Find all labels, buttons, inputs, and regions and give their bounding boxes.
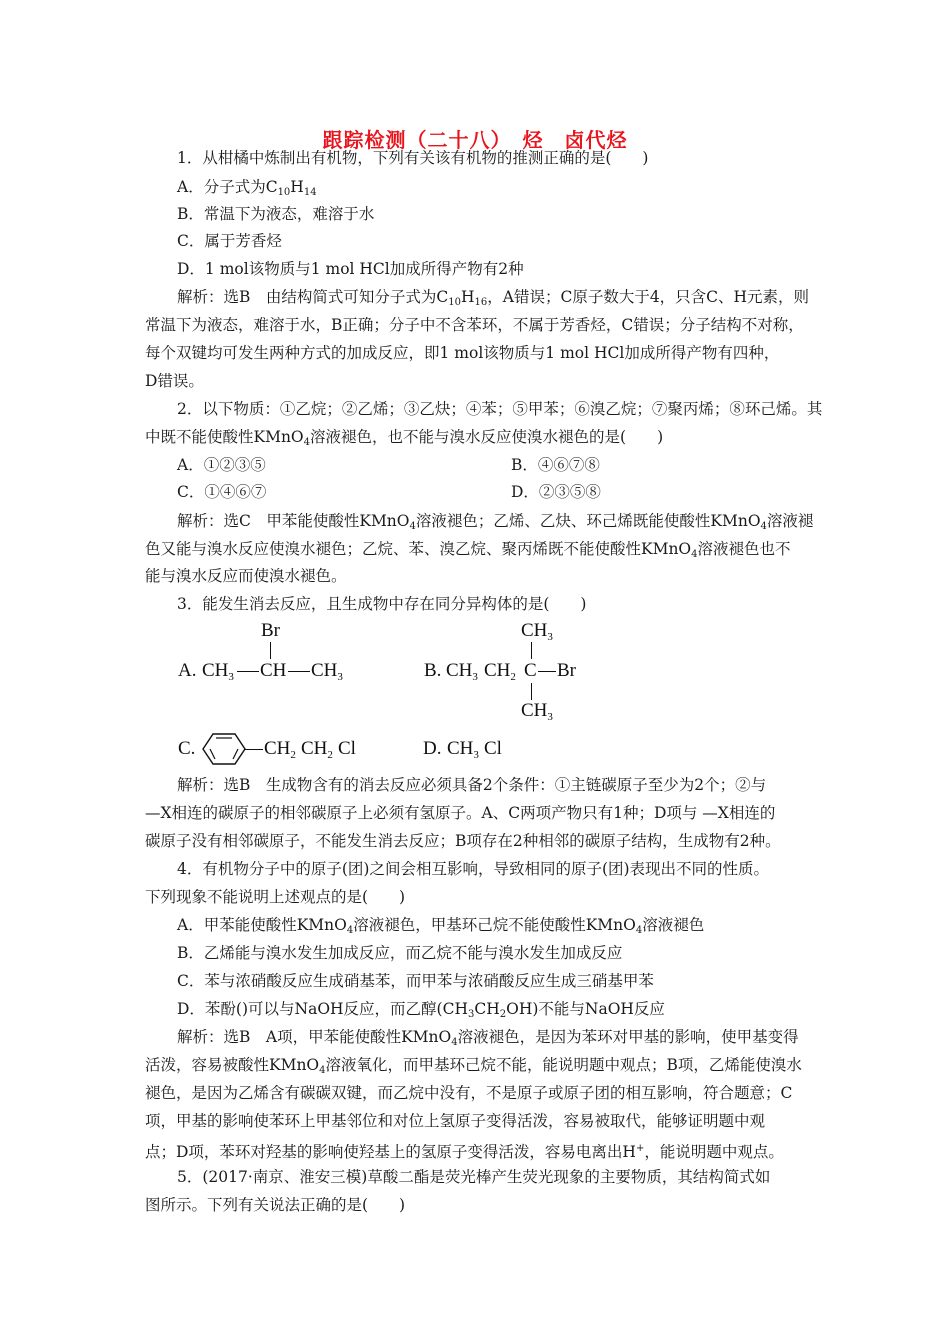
q3-b-br: Br [557, 660, 576, 681]
q3-b-ch3-bottom: $CH_3$ [521, 700, 553, 723]
q3-d-label: D. [423, 738, 442, 759]
benzene-ring-icon [202, 732, 246, 766]
q1-option-a: A．分子式为$C_{10}H_{14}$ [177, 178, 317, 198]
q3-b-ch3-top: $CH_3$ [521, 620, 553, 643]
q3-a-ch: CH [260, 660, 287, 681]
q5-stem-line1: 5．(2017·南京、淮安三模)草酸二酯是荧光棒产生荧光现象的主要物质，其结构简式如 [177, 1168, 771, 1186]
q3-explanation-line1: 解析：选B 生成物含有的消去反应必须具备2个条件：①主链碳原子至少为2个；②与 [177, 776, 767, 794]
q3-d-ch3: $CH_3$ [447, 738, 479, 761]
q1-explanation-line2: 常温下为液态，难溶于水，B正确；分子中不含苯环，不属于芳香烃，C错误；分子结构不对称， [145, 316, 804, 334]
q3-b-label: B. [424, 660, 442, 681]
q4-explanation-line5: 点；D项，苯环对羟基的影响使羟基上的氢原子变得活泼，容易电离出H+，能说明题中观点。 [145, 1143, 784, 1161]
q4-explanation-line1: 解析：选B A项，甲苯能使酸性KMnO$_4$溶液褪色，是因为苯环对甲基的影响，使甲基变得 [177, 1028, 799, 1048]
q2-explanation-line2: 色又能与溴水反应使溴水褪色；乙烷、苯、溴乙烷、聚丙烯既不能使酸性KMnO$_4$溶液褪色也不 [145, 540, 791, 560]
q3-stem: 3．能发生消去反应，且生成物中存在同分异构体的是( ) [177, 595, 587, 613]
q3-explanation-line2: —X相连的碳原子的相邻碳原子上必须有氢原子。A、C两项产物只有1种；D项与 —X相连的 [145, 804, 776, 822]
q2-option-a: A．①②③⑤ [177, 456, 266, 474]
q3-d-cl: Cl [484, 738, 502, 759]
q3-b-bond-right [538, 671, 556, 672]
q3-c-ch2-first: $CH_2$ [264, 738, 296, 761]
q3-c-label: C. [178, 738, 196, 759]
q1-stem: 1．从柑橘中炼制出有机物，下列有关该有机物的推测正确的是( ) [177, 149, 649, 167]
q3-b-bond-bottom [531, 683, 532, 700]
q4-explanation-line2: 活泼，容易被酸性KMnO$_4$溶液氧化，而甲基环己烷不能，能说明题中观点；B项，乙烯能使溴水 [145, 1056, 802, 1076]
q3-b-c: C [524, 660, 537, 681]
q1-explanation-line3: 每个双键均可发生两种方式的加成反应，即1 mol该物质与1 mol HCl加成所得产物有四种， [145, 344, 780, 362]
q4-option-b: B．乙烯能与溴水发生加成反应，而乙烷不能与溴水发生加成反应 [177, 944, 623, 962]
q3-a-br: Br [261, 620, 280, 641]
q3-b-bond-top [531, 642, 532, 659]
q1-explanation-line4: D错误。 [145, 372, 204, 390]
q3-b-ch3: $CH_3$ [446, 660, 478, 683]
q3-a-bond-right [288, 671, 310, 672]
q1-option-d: D．1 mol该物质与1 mol HCl加成所得产物有2种 [177, 260, 524, 278]
q4-option-c: C．苯与浓硝酸反应生成硝基苯，而甲苯与浓硝酸反应生成三硝基甲苯 [177, 972, 654, 990]
q2-explanation-line3: 能与溴水反应而使溴水褪色。 [145, 567, 347, 585]
q3-c-cl: Cl [338, 738, 356, 759]
q3-c-bond [245, 749, 263, 750]
q2-option-b: B．④⑥⑦⑧ [511, 456, 600, 474]
q4-option-d: D．苯酚()可以与NaOH反应，而乙醇$(CH_3CH_2OH)$不能与NaOH反应 [177, 1000, 665, 1020]
q3-a-bond-left [237, 671, 259, 672]
q3-b-ch2: $CH_2$ [484, 660, 516, 683]
q3-c-ch2-second: $CH_2$ [301, 738, 333, 761]
q2-stem-line1: 2．以下物质：①乙烷；②乙烯；③乙炔；④苯；⑤甲苯；⑥溴乙烷；⑦聚丙烯；⑧环己烯。其 [177, 400, 823, 418]
q3-a-bond-vertical [270, 642, 271, 659]
q3-explanation-line3: 碳原子没有相邻碳原子，不能发生消去反应；B项存在2种相邻的碳原子结构，生成物有2种。 [145, 832, 781, 850]
q3-a-ch3-left: $CH_3$ [202, 660, 234, 683]
q4-stem-line1: 4．有机物分子中的原子(团)之间会相互影响，导致相同的原子(团)表现出不同的性质。 [177, 860, 770, 878]
q2-option-d: D．②③⑤⑧ [511, 483, 601, 501]
q4-option-a: A．甲苯能使酸性KMnO$_4$溶液褪色，甲基环己烷不能使酸性KMnO$_4$溶液褪色 [177, 916, 705, 936]
q2-stem-line2: 中既不能使酸性KMnO$_4$溶液褪色，也不能与溴水反应使溴水褪色的是( ) [145, 428, 664, 448]
q3-a-ch3-right: $CH_3$ [311, 660, 343, 683]
q4-stem-line2: 下列现象不能说明上述观点的是( ) [145, 888, 406, 906]
q1-option-c: C．属于芳香烃 [177, 232, 282, 250]
q3-a-label: A. [178, 660, 197, 681]
q5-stem-line2: 图所示。下列有关说法正确的是( ) [145, 1196, 406, 1214]
page-title: 跟踪检测（二十八） 烃 卤代烃 [322, 128, 628, 152]
q2-explanation-line1: 解析：选C 甲苯能使酸性KMnO$_4$溶液褪色；乙烯、乙炔、环己烯既能使酸性KMnO$_4$溶液褪 [177, 512, 814, 532]
q1-explanation-line1: 解析：选B 由结构简式可知分子式为$C_{10}H_{16}$，A错误；C原子数大于4，只含C、H元素，则 [177, 288, 810, 308]
q4-explanation-line4: 项，甲基的影响使苯环上甲基邻位和对位上氢原子变得活泼，容易被取代，能够证明题中观 [145, 1112, 766, 1130]
q2-option-c: C．①④⑥⑦ [177, 483, 267, 501]
q4-explanation-line3: 褪色，是因为乙烯含有碳碳双键，而乙烷中没有，不是原子或原子团的相互影响，符合题意；C [145, 1084, 793, 1102]
q1-option-b: B．常温下为液态，难溶于水 [177, 205, 375, 223]
